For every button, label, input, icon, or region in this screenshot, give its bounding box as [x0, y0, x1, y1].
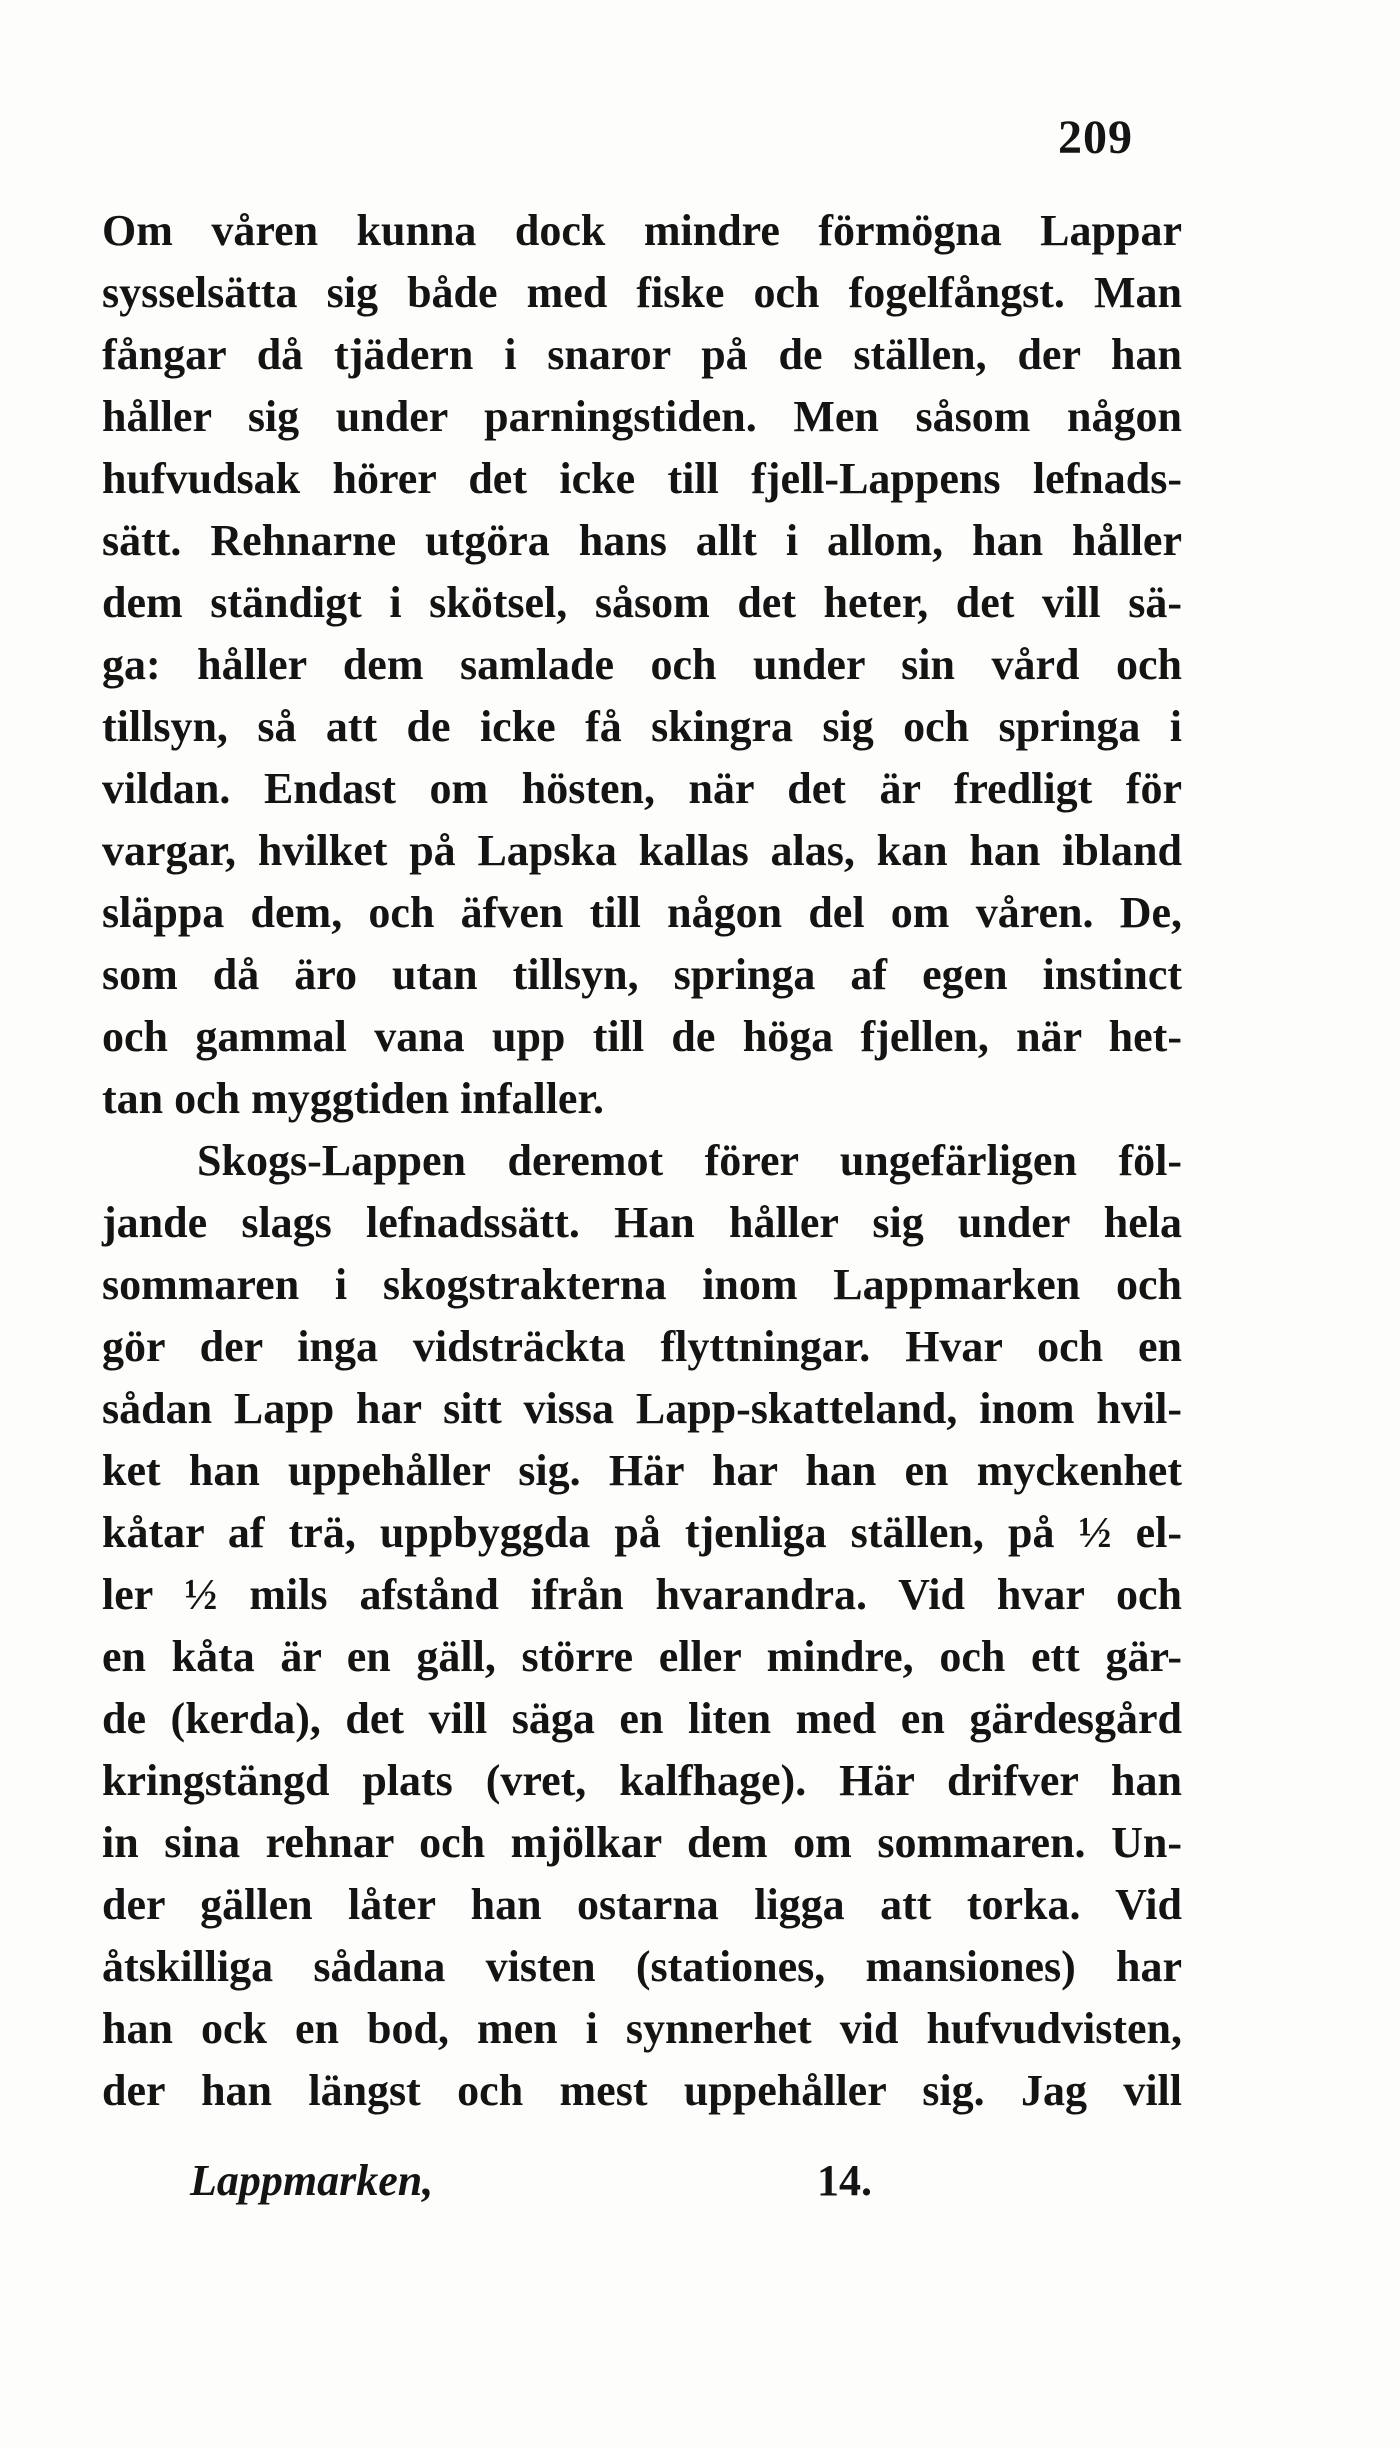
text-line: der gällen låter han ostarna ligga att torka. Vid [102, 1880, 1182, 1929]
text-line: Om våren kunna dock mindre förmögna Lappar [102, 206, 1182, 255]
text-line: släppa dem, och äfven till någon del om våren. De, [102, 888, 1182, 937]
text-line: sysselsätta sig både med fiske och fogelfångst. Man [102, 268, 1182, 317]
text-line: vildan. Endast om hösten, när det är fredligt för [102, 764, 1182, 813]
text-line: Skogs-Lappen deremot förer ungefärligen föl- [197, 1136, 1182, 1185]
text-line: dem ständigt i skötsel, såsom det heter, det vill sä- [102, 578, 1182, 627]
text-line: jande slags lefnadssätt. Han håller sig under hela [102, 1198, 1182, 1247]
page-footer [102, 2150, 1182, 2212]
page-number: 209 [1058, 111, 1133, 164]
text-line: håller sig under parningstiden. Men såsom någon [102, 392, 1182, 441]
text-line: sådan Lapp har sitt vissa Lapp-skatteland, inom hvil- [102, 1384, 1182, 1433]
text-line: fångar då tjädern i snaror på de ställen, der han [102, 330, 1182, 379]
text-line: en kåta är en gäll, större eller mindre, och ett gär- [102, 1632, 1182, 1681]
text-line: hufvudsak hörer det icke till fjell-Lappens lefnads- [102, 454, 1182, 503]
text-line: ket han uppehåller sig. Här har han en myckenhet [102, 1446, 1182, 1495]
text-line: och gammal vana upp till de höga fjellen, när het- [102, 1012, 1182, 1061]
text-line: ga: håller dem samlade och under sin vård och [102, 640, 1182, 689]
text-line: tan och myggtiden infaller. [102, 1074, 604, 1123]
text-line: sommaren i skogstrakterna inom Lappmarken och [102, 1260, 1182, 1309]
text-line: som då äro utan tillsyn, springa af egen instinct [102, 950, 1182, 999]
text-line: tillsyn, så att de icke få skingra sig och springa i [102, 702, 1182, 751]
text-line: gör der inga vidsträckta flyttningar. Hvar och en [102, 1322, 1182, 1371]
text-line: in sina rehnar och mjölkar dem om sommaren. Un- [102, 1818, 1182, 1867]
text-line: åtskilliga sådana visten (stationes, mansiones) har [102, 1942, 1182, 1991]
signature-mark: 14. [817, 2156, 872, 2205]
text-line: ler ½ mils afstånd ifrån hvarandra. Vid hvar och [102, 1570, 1182, 1619]
text-line: de (kerda), det vill säga en liten med en gärdesgård [102, 1694, 1182, 1743]
text-line: vargar, hvilket på Lapska kallas alas, kan han ibland [102, 826, 1182, 875]
text-line: kringstängd plats (vret, kalfhage). Här drifver han [102, 1756, 1182, 1805]
body-text [102, 200, 1182, 2122]
text-line: sätt. Rehnarne utgöra hans allt i allom, han håller [102, 516, 1182, 565]
text-line: han ock en bod, men i synnerhet vid hufvudvisten, [102, 2004, 1182, 2053]
catchword: Lappmarken, [190, 2156, 434, 2205]
text-line: der han längst och mest uppehåller sig. Jag vill [102, 2066, 1182, 2115]
text-line: kåtar af trä, uppbyggda på tjenliga ställen, på ½ el- [102, 1508, 1182, 1557]
